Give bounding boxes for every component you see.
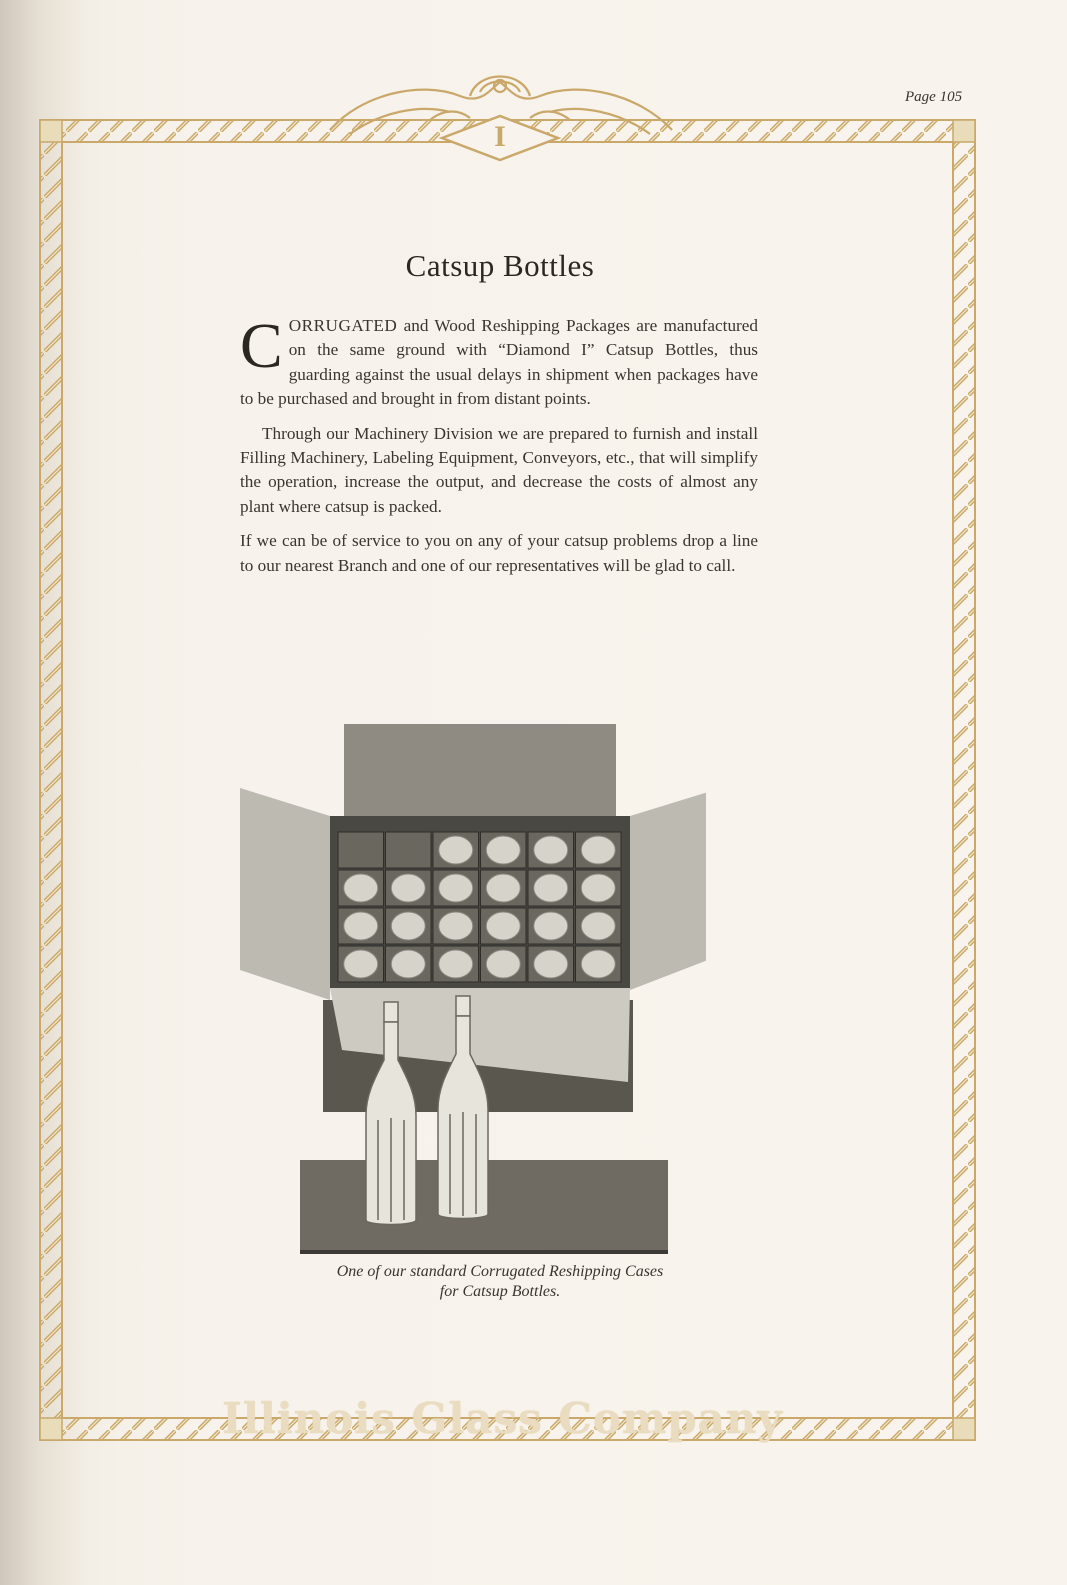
caption-line-1: One of our standard Corrugated Reshipping Cases <box>336 1263 664 1280</box>
footer-brand: Illinois Glass Company <box>222 1394 783 1443</box>
bottle-top <box>439 874 473 902</box>
bottle-top <box>581 912 615 940</box>
bottle-top <box>439 912 473 940</box>
paragraph-2: Through our Machinery Division we are prepared to furnish and install Filling Machinery, Labeling Equipment, Conveyors, etc., that will simplify the operation, increase the output, and decrease the costs of almost any plant where catsup is packed. <box>240 423 758 516</box>
emblem-letter: I <box>494 120 506 153</box>
bottle-top <box>486 836 520 864</box>
bottle-top <box>534 950 568 978</box>
bottle-top <box>391 874 425 902</box>
body-text <box>240 310 758 588</box>
paragraph-1-body: and Wood Reshipping Packages are manufactured on the same ground with “Diamond I” Catsup Bottles, thus guarding against the usual delays in shipment when packages have to be purchased and brought in from distant points. <box>240 316 758 409</box>
photo-caption <box>250 1262 750 1302</box>
page-number: Page 105 <box>905 89 963 105</box>
bottle-top <box>344 874 378 902</box>
bottle-top <box>391 950 425 978</box>
bottle-top <box>439 836 473 864</box>
paragraph-3: If we can be of service to you on any of your catsup problems drop a line to our nearest Branch and one of our representatives will be glad to call. <box>240 531 758 575</box>
bottle-top <box>391 912 425 940</box>
bottle-top <box>486 912 520 940</box>
bottle-top <box>581 874 615 902</box>
bottle-top <box>534 912 568 940</box>
bottle-top <box>344 912 378 940</box>
bottle-top <box>534 836 568 864</box>
bottle-top <box>486 874 520 902</box>
bottle-top <box>439 950 473 978</box>
caption-line-2: for Catsup Bottles. <box>439 1283 561 1300</box>
bottle-top <box>581 836 615 864</box>
bottle-top <box>344 950 378 978</box>
page-title: Catsup Bottles <box>405 248 595 283</box>
case-photograph <box>238 720 706 1256</box>
paragraph-1-lead: ORRUGATED <box>288 316 398 335</box>
bottle-top <box>581 950 615 978</box>
bottle-top <box>534 874 568 902</box>
grid-cell <box>386 832 432 868</box>
grid-cell <box>338 832 384 868</box>
paragraph-1 <box>240 310 758 412</box>
drop-cap: C <box>240 310 283 381</box>
bottle-top <box>486 950 520 978</box>
